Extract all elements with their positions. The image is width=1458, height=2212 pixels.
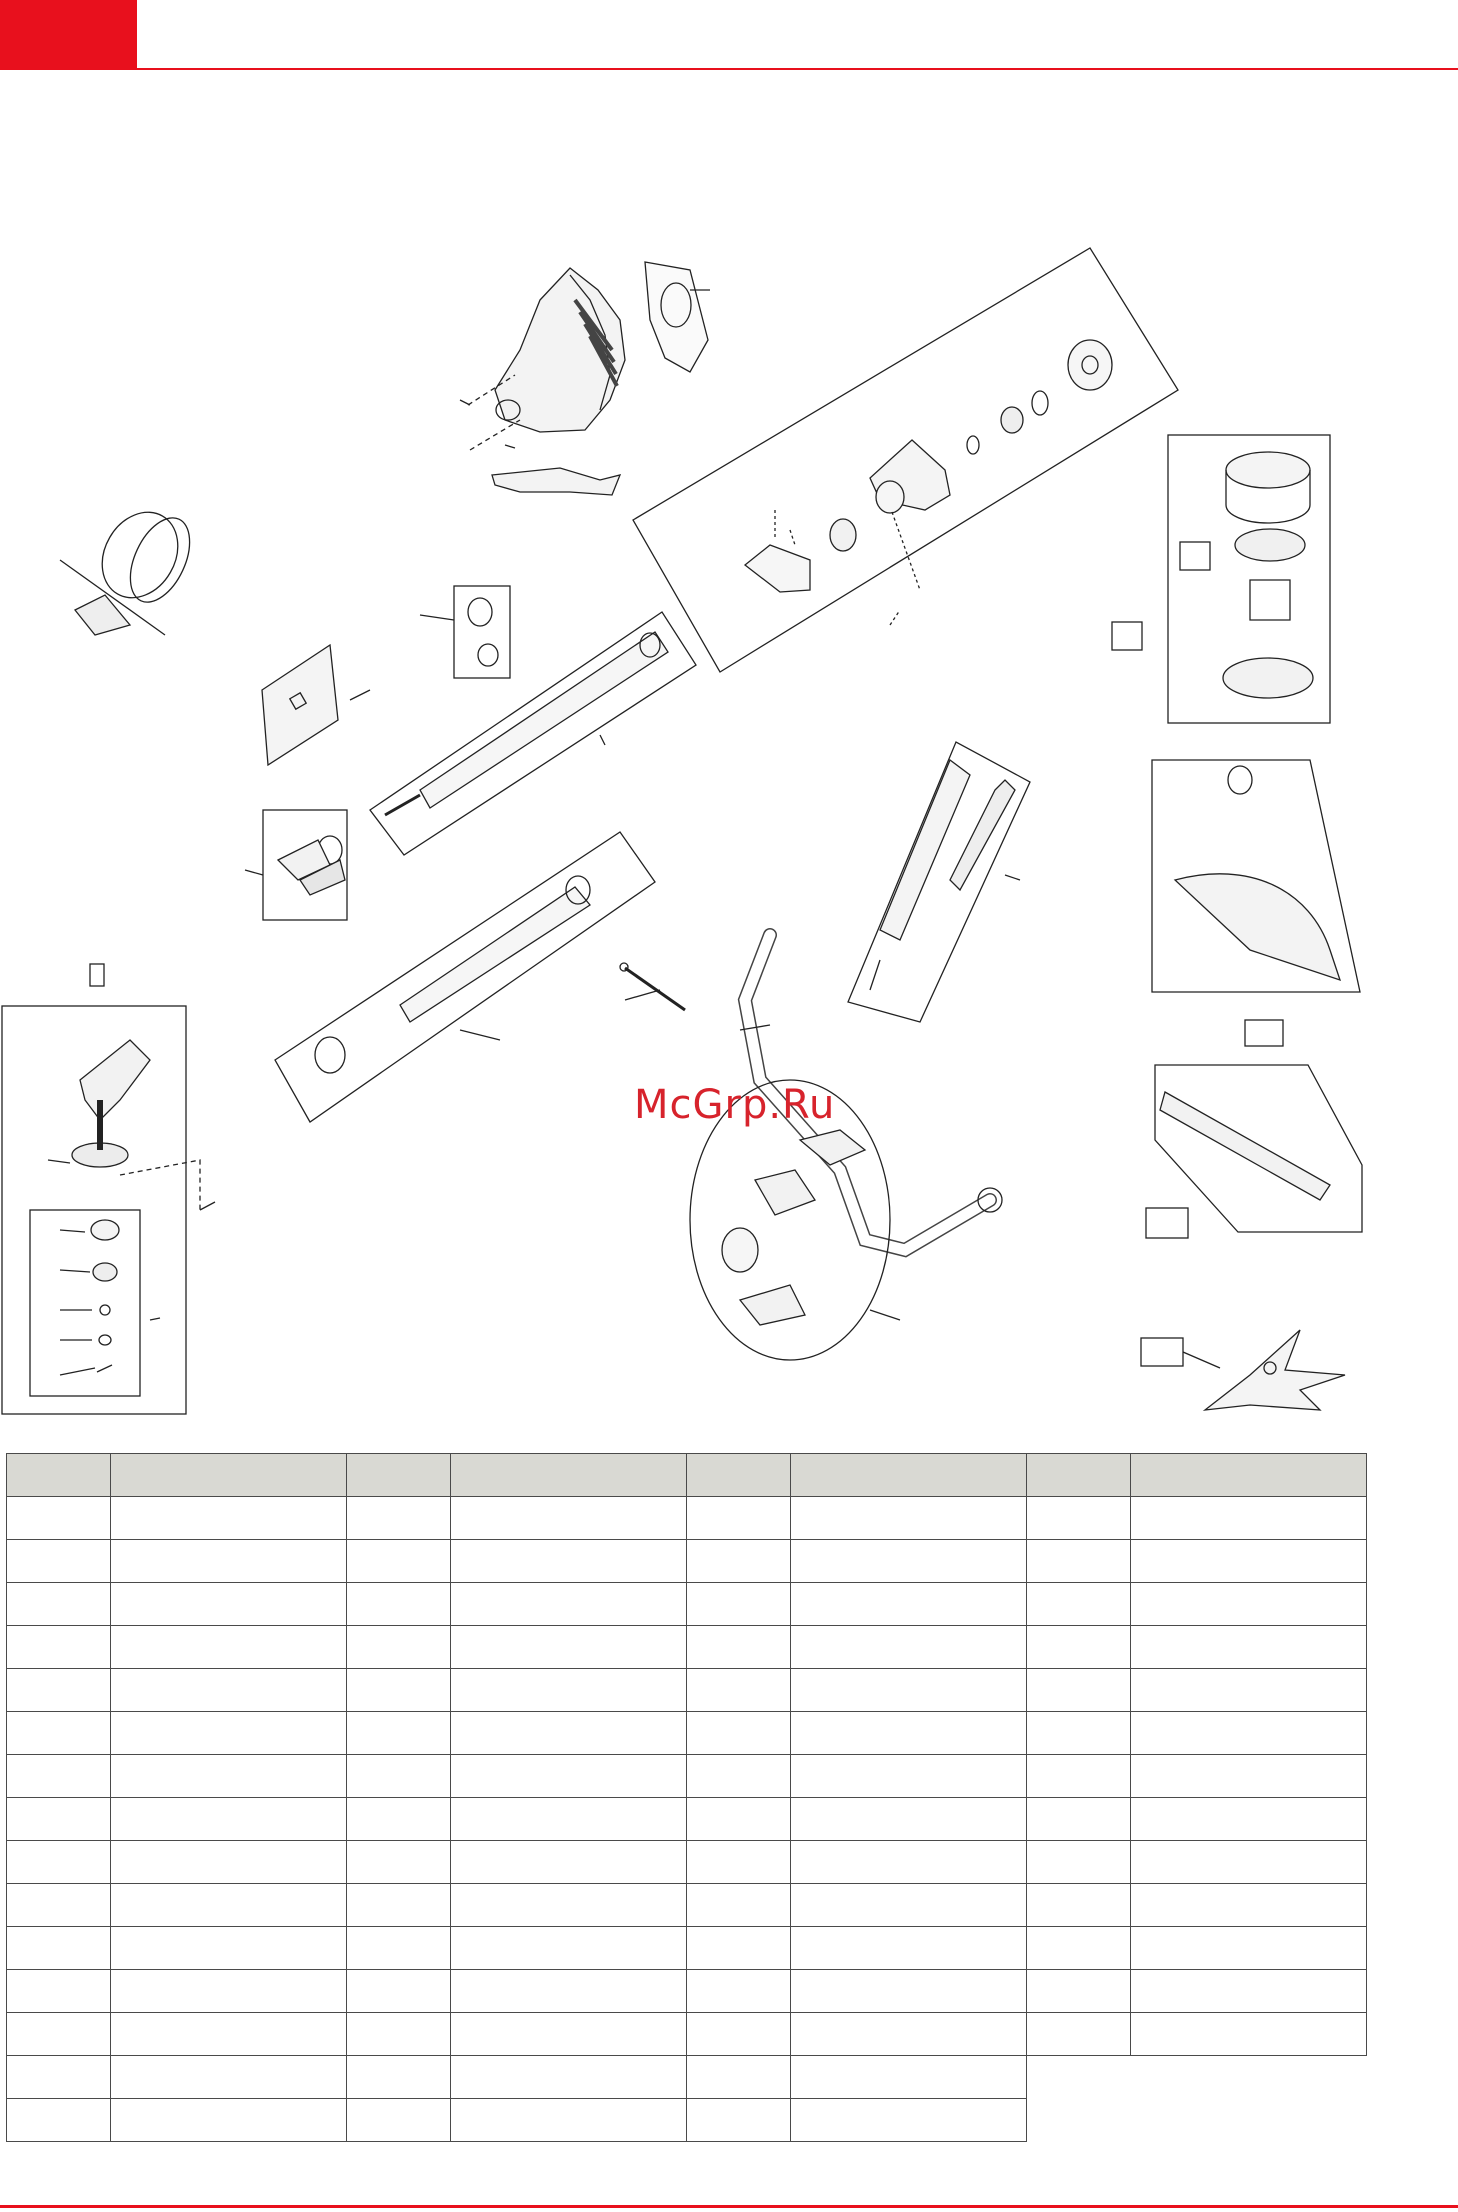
- table-cell: [7, 1540, 111, 1583]
- table-cell: [687, 1497, 791, 1540]
- table-cell: [451, 1540, 687, 1583]
- table-cell: [791, 1798, 1027, 1841]
- table-cell: [451, 1927, 687, 1970]
- table-cell: [347, 1583, 451, 1626]
- table-row: [7, 1497, 1367, 1540]
- table-cell: [451, 1755, 687, 1798]
- table-cell: [1027, 1841, 1131, 1884]
- table-cell: [347, 1669, 451, 1712]
- table-cell: [687, 1841, 791, 1884]
- table-cell: [451, 1798, 687, 1841]
- table-cell: [7, 1626, 111, 1669]
- clutch-drum-icon: [633, 248, 1178, 672]
- table-cell: [347, 1884, 451, 1927]
- empty-cell: [1131, 2099, 1367, 2142]
- table-cell: [1027, 1540, 1131, 1583]
- table-cell: [347, 1970, 451, 2013]
- table-cell: [451, 2056, 687, 2099]
- table-cell: [1131, 1540, 1367, 1583]
- table-cell: [1131, 1755, 1367, 1798]
- table-cell: [347, 1712, 451, 1755]
- table-cell: [347, 1497, 451, 1540]
- blade-guard-icon: [1152, 760, 1360, 1046]
- table-row: [7, 1583, 1367, 1626]
- table-cell: [1131, 1927, 1367, 1970]
- table-cell: [111, 1970, 347, 2013]
- table-cell: [111, 1583, 347, 1626]
- table-cell: [791, 1970, 1027, 2013]
- table-row: [7, 1927, 1367, 1970]
- drive-shaft-tube-icon: [370, 612, 696, 855]
- table-cell: [111, 1497, 347, 1540]
- table-cell: [7, 1755, 111, 1798]
- throttle-handle-icon: [848, 742, 1030, 1022]
- table-cell: [1027, 1626, 1131, 1669]
- table-cell: [1131, 1583, 1367, 1626]
- empty-cell: [1131, 2056, 1367, 2099]
- table-cell: [111, 1798, 347, 1841]
- table-row: [7, 1712, 1367, 1755]
- table-cell: [1027, 1755, 1131, 1798]
- table-cell: [451, 1712, 687, 1755]
- watermark-text: McGrp.Ru: [634, 1082, 836, 1128]
- table-cell: [347, 1626, 451, 1669]
- table-cell: [347, 1540, 451, 1583]
- table-row: [7, 2099, 1367, 2142]
- table-cell: [1027, 1927, 1131, 1970]
- table-cell: [687, 1927, 791, 1970]
- handlebar-icon: [690, 935, 1002, 1360]
- table-cell: [347, 1798, 451, 1841]
- table-cell: [451, 1497, 687, 1540]
- table-cell: [791, 2056, 1027, 2099]
- table-cell: [1131, 2013, 1367, 2056]
- cable-tie-icon: [620, 963, 685, 1010]
- table-cell: [791, 2013, 1027, 2056]
- table-cell: [347, 1841, 451, 1884]
- trimmer-head-icon: [1112, 435, 1330, 723]
- header-cell: [7, 1454, 111, 1497]
- table-row: [7, 1540, 1367, 1583]
- table-cell: [791, 1626, 1027, 1669]
- header-cell: [347, 1454, 451, 1497]
- table-row: [7, 1841, 1367, 1884]
- table-row: [7, 1884, 1367, 1927]
- table-cell: [347, 1927, 451, 1970]
- table-cell: [7, 1712, 111, 1755]
- header-cell: [111, 1454, 347, 1497]
- header-cell: [1027, 1454, 1131, 1497]
- table-cell: [687, 1884, 791, 1927]
- table-cell: [1027, 1669, 1131, 1712]
- table-cell: [1131, 1626, 1367, 1669]
- throttle-lever-icon: [492, 468, 620, 495]
- table-cell: [111, 2099, 347, 2142]
- table-cell: [687, 2013, 791, 2056]
- shaft-clamp-icon: [454, 586, 510, 678]
- table-cell: [791, 1927, 1027, 1970]
- table-cell: [1131, 1497, 1367, 1540]
- table-cell: [7, 1669, 111, 1712]
- table-cell: [687, 1583, 791, 1626]
- table-cell: [1131, 1841, 1367, 1884]
- table-header-row: [7, 1454, 1367, 1497]
- table-cell: [1027, 1970, 1131, 2013]
- table-row: [7, 2056, 1367, 2099]
- table-cell: [1131, 1884, 1367, 1927]
- empty-cell: [1027, 2056, 1131, 2099]
- table-cell: [1027, 1497, 1131, 1540]
- table-cell: [687, 1712, 791, 1755]
- table-cell: [111, 1712, 347, 1755]
- table-cell: [791, 2099, 1027, 2142]
- header-cell: [1131, 1454, 1367, 1497]
- table-cell: [687, 1798, 791, 1841]
- table-cell: [791, 1669, 1027, 1712]
- table-row: [7, 1798, 1367, 1841]
- table-cell: [1027, 1884, 1131, 1927]
- table-cell: [1131, 1669, 1367, 1712]
- table-cell: [791, 1497, 1027, 1540]
- parts-table-body: [7, 1497, 1367, 2142]
- table-cell: [7, 1798, 111, 1841]
- table-cell: [687, 1669, 791, 1712]
- table-cell: [7, 1927, 111, 1970]
- engine-cover-icon: [460, 268, 625, 450]
- table-row: [7, 1626, 1367, 1669]
- table-cell: [451, 1841, 687, 1884]
- table-cell: [1131, 1970, 1367, 2013]
- table-cell: [7, 1884, 111, 1927]
- header-cell: [687, 1454, 791, 1497]
- table-cell: [687, 1540, 791, 1583]
- table-cell: [111, 2056, 347, 2099]
- parts-table: [6, 1453, 1367, 2142]
- table-cell: [791, 1841, 1027, 1884]
- gasket-icon: [645, 262, 710, 372]
- table-cell: [687, 1970, 791, 2013]
- table-cell: [687, 1626, 791, 1669]
- table-cell: [791, 1540, 1027, 1583]
- table-cell: [347, 2099, 451, 2142]
- table-cell: [1027, 1798, 1131, 1841]
- table-cell: [791, 1755, 1027, 1798]
- three-tooth-blade-icon: [1141, 1330, 1345, 1410]
- table-cell: [111, 2013, 347, 2056]
- table-cell: [7, 2099, 111, 2142]
- table-row: [7, 1669, 1367, 1712]
- table-cell: [451, 1884, 687, 1927]
- handle-bracket-icon: [263, 810, 347, 920]
- table-cell: [791, 1583, 1027, 1626]
- table-cell: [111, 1669, 347, 1712]
- table-cell: [791, 1712, 1027, 1755]
- table-cell: [347, 2013, 451, 2056]
- table-cell: [1131, 1798, 1367, 1841]
- table-cell: [7, 1497, 111, 1540]
- table-cell: [451, 1583, 687, 1626]
- table-cell: [111, 1540, 347, 1583]
- table-cell: [1131, 1712, 1367, 1755]
- table-cell: [1027, 2013, 1131, 2056]
- table-cell: [687, 1755, 791, 1798]
- table-cell: [451, 1626, 687, 1669]
- table-cell: [7, 2013, 111, 2056]
- table-cell: [1027, 1583, 1131, 1626]
- table-cell: [7, 1970, 111, 2013]
- table-cell: [791, 1884, 1027, 1927]
- line-cutter-comb-icon: [1146, 1065, 1362, 1238]
- table-cell: [451, 2013, 687, 2056]
- table-cell: [111, 1626, 347, 1669]
- table-cell: [111, 1884, 347, 1927]
- table-cell: [7, 2056, 111, 2099]
- table-cell: [7, 1583, 111, 1626]
- table-cell: [111, 1927, 347, 1970]
- table-cell: [451, 1970, 687, 2013]
- table-cell: [347, 2056, 451, 2099]
- table-cell: [687, 2056, 791, 2099]
- header-cell: [451, 1454, 687, 1497]
- gearhead-icon: [2, 964, 200, 1414]
- empty-cell: [1027, 2099, 1131, 2142]
- table-cell: [451, 1669, 687, 1712]
- table-cell: [7, 1841, 111, 1884]
- table-row: [7, 1755, 1367, 1798]
- table-cell: [111, 1841, 347, 1884]
- table-row: [7, 1970, 1367, 2013]
- table-cell: [347, 1755, 451, 1798]
- footer-rule: [0, 2205, 1458, 2208]
- table-cell: [451, 2099, 687, 2142]
- mounting-plate-icon: [262, 645, 338, 765]
- header-cell: [791, 1454, 1027, 1497]
- table-cell: [111, 1755, 347, 1798]
- table-row: [7, 2013, 1367, 2056]
- table-cell: [687, 2099, 791, 2142]
- harness-icon: [60, 499, 202, 635]
- table-cell: [1027, 1712, 1131, 1755]
